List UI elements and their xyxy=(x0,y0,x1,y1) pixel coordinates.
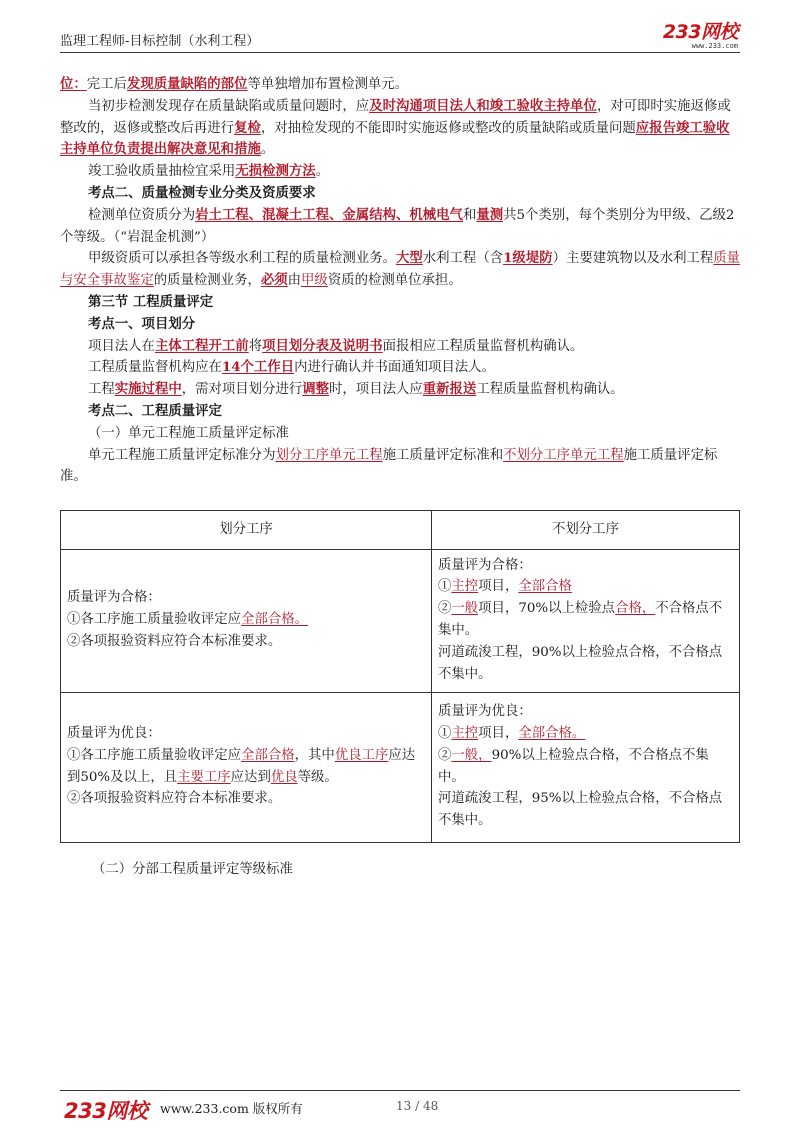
text: 将 xyxy=(248,338,263,354)
text: 项目， xyxy=(478,725,519,741)
highlight: 量测 xyxy=(476,206,504,223)
text: 等单独增加布置检测单元。 xyxy=(247,77,409,92)
text: 甲级资质可以承担各等级水利工程的质量检测业务。 xyxy=(88,251,396,267)
text: ，对可即时实施返修或整改的，返修或整改后再进行 xyxy=(60,98,731,136)
highlight: 应报告竣工验收主持单位负责提出解决意见和措施 xyxy=(60,119,730,158)
table-cell xyxy=(432,693,740,843)
highlight: 主体工程开工前 xyxy=(154,337,249,354)
page-footer xyxy=(60,1090,740,1131)
logo-url: www.233.com xyxy=(691,42,738,50)
highlight: ， xyxy=(478,747,492,763)
highlight: 全部合格。 xyxy=(241,612,309,628)
cell-line xyxy=(438,723,735,745)
text: 等级。 xyxy=(297,769,338,785)
text: 竣工验收质量抽检宜采用 xyxy=(88,164,236,180)
cell-line xyxy=(67,609,427,631)
paragraph xyxy=(60,357,742,379)
cell-line: 质量评为优良： xyxy=(438,704,532,720)
highlight: 位： xyxy=(60,76,87,92)
cell-line: 质量评为合格： xyxy=(438,557,532,573)
sub-heading: （一）单元工程施工质量评定标准 xyxy=(88,425,289,441)
sub-heading: （二）分部工程质量评定等级标准 xyxy=(92,862,293,877)
paragraph xyxy=(60,96,742,161)
table-row xyxy=(61,693,740,843)
text: 项目， xyxy=(478,579,519,595)
highlight: 无损检测方法 xyxy=(235,163,316,180)
paragraph xyxy=(60,248,742,292)
paragraph xyxy=(60,336,742,358)
cell-line: ②各项报验资料应符合本标准要求。 xyxy=(67,791,282,807)
text: 检测单位资质分为 xyxy=(88,207,196,223)
highlight: 岩土工程、混凝土工程、金属结构、机械电气 xyxy=(195,206,463,223)
highlight: 14个工作日 xyxy=(221,359,295,376)
text: 内进行确认并书面通知项目法人。 xyxy=(294,360,495,376)
highlight: 及时沟通项目法人和竣工验收主持单位 xyxy=(369,97,597,114)
paragraph xyxy=(60,379,742,401)
section-heading: 考点一、项目划分 xyxy=(88,315,196,332)
paragraph xyxy=(60,74,742,96)
text: 应达到50%及以上，且 xyxy=(67,747,416,785)
table-cell xyxy=(432,550,740,693)
text: 不合格点不集中。 xyxy=(438,601,723,638)
highlight: 划分工序单元工程 xyxy=(275,447,383,463)
highlight: 一般 xyxy=(451,747,479,763)
table-row xyxy=(61,550,740,693)
page-number: 13 / 48 xyxy=(396,1099,439,1113)
text: 单元工程施工质量评定标准分为 xyxy=(88,447,276,463)
highlight: 质量与安全事故鉴定 xyxy=(60,251,741,289)
text: 工程 xyxy=(88,382,115,398)
text: 时，项目法人应 xyxy=(329,382,423,398)
highlight: 主控 xyxy=(451,579,479,595)
paragraph xyxy=(60,161,742,183)
text: ，需对项目划分进行 xyxy=(181,382,303,398)
footer-copyright: www.233.com 版权所有 xyxy=(160,1101,303,1116)
cell-line xyxy=(438,745,735,789)
text: ② xyxy=(438,601,452,617)
highlight: 全部合格 xyxy=(241,747,295,763)
text: ①各工序施工质量验收评定应 xyxy=(67,747,242,763)
text: ①各工序施工质量验收评定应 xyxy=(67,612,242,628)
header-title: 监理工程师-目标控制（水利工程） xyxy=(60,34,260,49)
text: ，其中 xyxy=(294,747,335,763)
highlight: 全部合格。 xyxy=(518,725,586,741)
text: 和 xyxy=(462,207,477,223)
highlight: 主要工序 xyxy=(177,769,231,785)
highlight: 必须 xyxy=(260,272,288,289)
footer-logo: 233网校 xyxy=(64,1099,148,1123)
text: ，对抽检发现的不能即时实施返修或整改的质量缺陷或质量问题 xyxy=(260,120,636,136)
text: 项目，70%以上检验点 xyxy=(478,601,616,617)
text: ① xyxy=(438,725,452,741)
text: 施工质量评定标准。 xyxy=(60,447,718,485)
text: ）主要建筑物以及水利工程 xyxy=(552,251,714,267)
cell-line: 质量评为优良： xyxy=(67,725,161,741)
highlight: 项目划分表及说明书 xyxy=(262,337,383,354)
section-heading: 考点二、工程质量评定 xyxy=(88,402,222,419)
highlight: 全部合格 xyxy=(518,579,572,595)
document-body xyxy=(60,74,742,488)
highlight: 1级堤防 xyxy=(503,250,553,267)
table-cell xyxy=(61,550,432,693)
highlight: 一般 xyxy=(451,601,479,617)
chapter-heading: 第三节 工程质量评定 xyxy=(88,293,214,310)
page-header xyxy=(60,22,740,53)
highlight: 主控 xyxy=(451,725,479,741)
text: 由 xyxy=(287,273,302,289)
text: 应达到 xyxy=(230,769,271,785)
text: 面报相应工程质量监督机构确认。 xyxy=(382,338,584,354)
cell-line: 质量评为合格： xyxy=(67,590,161,606)
highlight: 实施过程中 xyxy=(114,381,182,398)
text: 工程质量监督机构确认。 xyxy=(476,382,624,398)
brand-logo xyxy=(663,22,738,50)
text: 施工质量评定标准和 xyxy=(382,447,504,463)
highlight: 大型 xyxy=(395,250,423,267)
highlight: 不划分工序单元工程 xyxy=(503,447,624,463)
highlight: 重新报送 xyxy=(422,381,477,398)
column-header: 划分工序 xyxy=(61,511,432,550)
cell-line: ②各项报验资料应符合本标准要求。 xyxy=(67,633,282,649)
cell-line xyxy=(67,745,427,789)
text: 当初步检测发现存在质量缺陷或质量问题时，应 xyxy=(88,98,370,114)
text: 资质的检测单位承担。 xyxy=(327,273,462,289)
table-cell xyxy=(61,693,432,843)
paragraph xyxy=(60,205,742,249)
text: 完工后 xyxy=(86,77,127,92)
text: 。 xyxy=(315,164,330,180)
table-header-row xyxy=(61,511,740,550)
text: 90%以上检验点合格，不合格点不集中。 xyxy=(438,747,709,785)
highlight: 发现质量缺陷的部位 xyxy=(126,76,248,92)
highlight: 优良工序 xyxy=(334,747,389,763)
highlight: 调整 xyxy=(302,381,330,398)
paragraph xyxy=(60,445,742,489)
highlight: 合格， xyxy=(615,601,656,617)
highlight: 优良 xyxy=(270,769,298,785)
highlight: 甲级 xyxy=(301,273,328,289)
cell-line xyxy=(438,598,735,642)
cell-line xyxy=(438,576,735,598)
logo-text: 233网校 xyxy=(662,21,738,43)
text: 工程质量监督机构应在 xyxy=(88,360,222,376)
text: 共5个类别，每个类别分为甲级、乙级2个等级。（“岩混金机测”） xyxy=(60,207,735,245)
text: ① xyxy=(438,579,452,595)
column-header: 不划分工序 xyxy=(432,511,740,550)
text: ② xyxy=(438,747,452,763)
text: 。 xyxy=(260,142,275,158)
text: 的质量检测业务， xyxy=(153,273,261,289)
text: 项目法人在 xyxy=(88,338,155,354)
highlight: 复检 xyxy=(234,119,261,136)
quality-grade-table xyxy=(60,510,740,843)
cell-line: 河道疏浚工程，95%以上检验点合格，不合格点不集中。 xyxy=(438,791,723,829)
cell-line: 河道疏浚工程，90%以上检验点合格，不合格点不集中。 xyxy=(438,644,723,682)
text: 水利工程（含 xyxy=(422,251,504,267)
section-heading: 考点二、质量检测专业分类及资质要求 xyxy=(88,184,316,201)
